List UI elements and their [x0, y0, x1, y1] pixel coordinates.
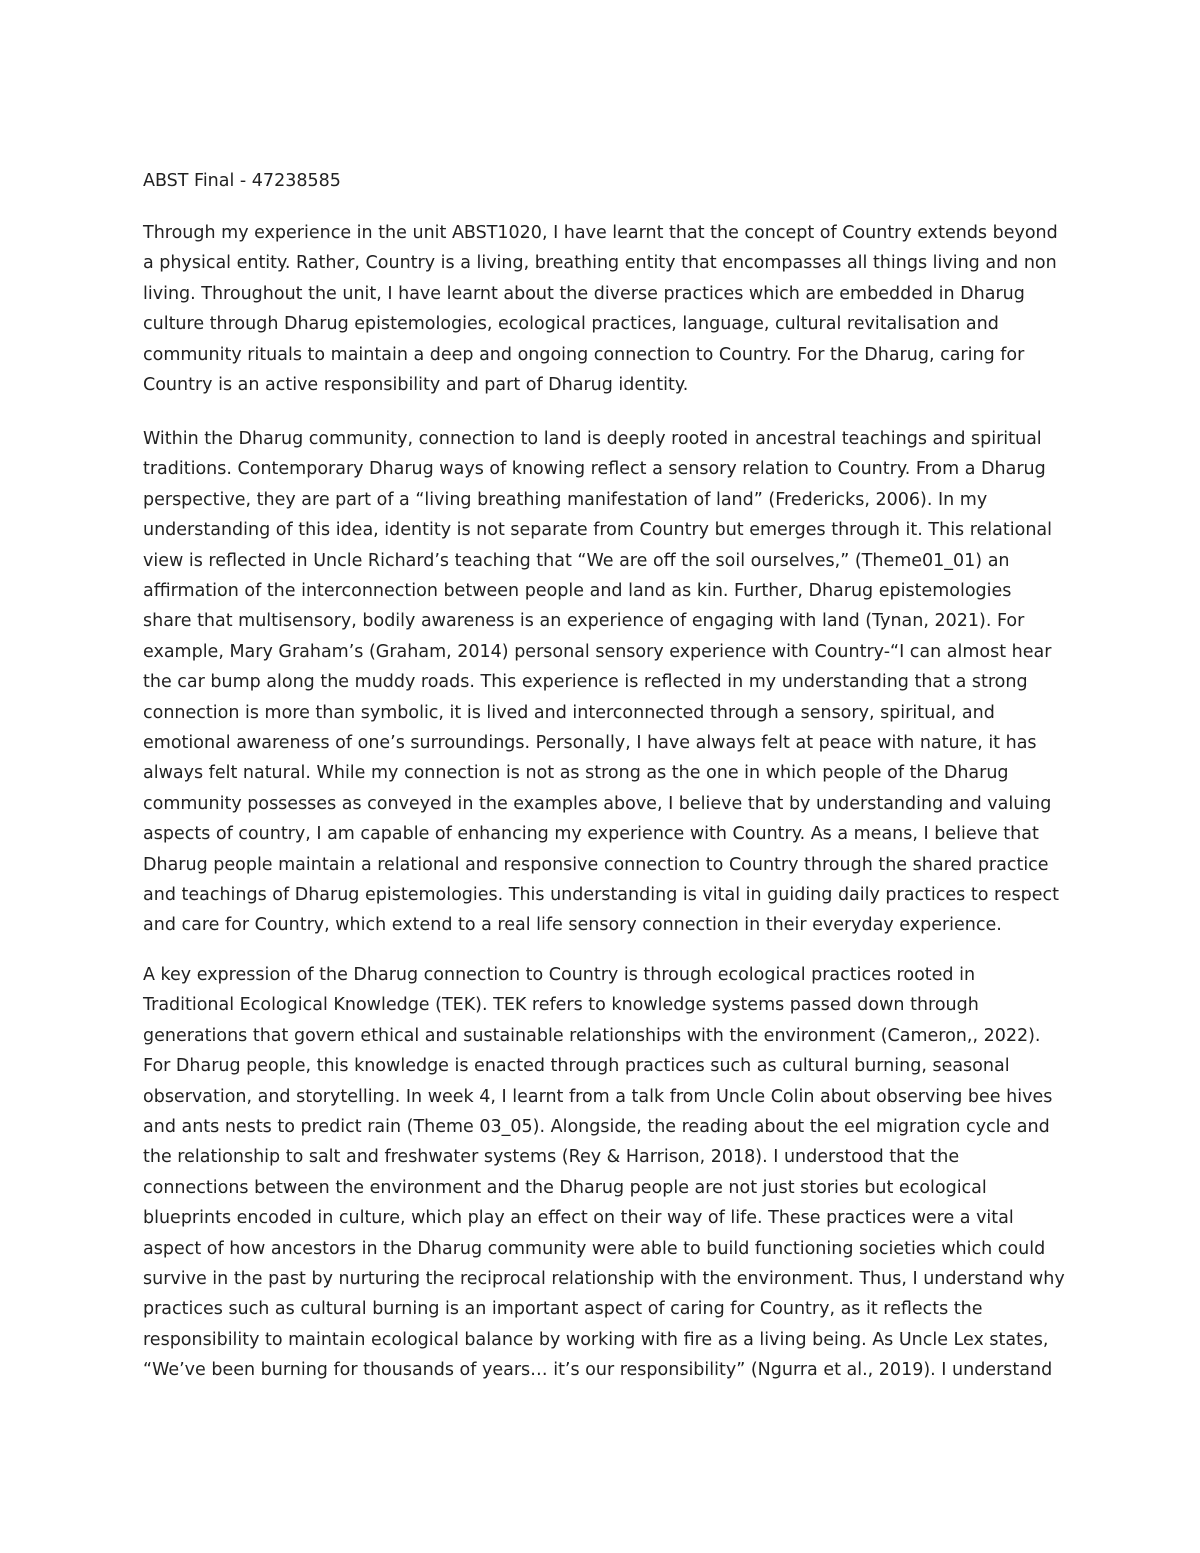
text-line: always felt natural. While my connection is not as strong as the one in which people of the Dharug: [143, 763, 1009, 784]
text-line: Through my experience in the unit ABST1020, I have learnt that the concept of Country extends beyond: [143, 223, 1058, 243]
text-line: generations that govern ethical and sustainable relationships with the environment (Cameron,, 2022).: [143, 1025, 1041, 1046]
text-line: example, Mary Graham’s (Graham, 2014) personal sensory experience with Country-“I can almost hear: [143, 641, 1052, 662]
text-line: Dharug people maintain a relational and responsive connection to Country through the shared practice: [143, 854, 1049, 875]
text-line: the car bump along the muddy roads. This experience is reflected in my understanding that a strong: [143, 672, 1028, 693]
text-line: aspect of how ancestors in the Dharug community were able to build functioning societies which could: [143, 1238, 1046, 1259]
text-line: “We’ve been burning for thousands of years… it’s our responsibility” (Ngurra et al., 2019). I understand: [143, 1360, 1053, 1381]
text-line: practices such as cultural burning is an important aspect of caring for Country, as it reflects the: [143, 1299, 983, 1320]
text-line: and ants nests to predict rain (Theme 03_05). Alongside, the reading about the eel migration cycle and: [143, 1117, 1050, 1137]
text-line: view is reflected in Uncle Richard’s teaching that “We are off the soil ourselves,” (Theme01_01) an: [143, 550, 1010, 571]
text-line: Traditional Ecological Knowledge (TEK). TEK refers to knowledge systems passed down through: [143, 995, 979, 1016]
text-line: perspective, they are part of a “living breathing manifestation of land” (Fredericks, 2006). In my: [143, 489, 988, 510]
text-line: community rituals to maintain a deep and ongoing connection to Country. For the Dharug, caring for: [143, 344, 1025, 365]
text-line: observation, and storytelling. In week 4, I learnt from a talk from Uncle Colin about observing bee hives: [143, 1086, 1053, 1107]
text-line: and care for Country, which extend to a real life sensory connection in their everyday experience.: [143, 915, 1002, 936]
text-line: and teachings of Dharug epistemologies. This understanding is vital in guiding daily practices to respect: [143, 885, 1060, 905]
text-line: culture through Dharug epistemologies, ecological practices, language, cultural revitalisation and: [143, 314, 999, 335]
text-line: responsibility to maintain ecological balance by working with fire as a living being. As Uncle Lex states,: [143, 1329, 1049, 1350]
text-line: share that multisensory, bodily awareness is an experience of engaging with land (Tynan, 2021). For: [143, 611, 1025, 632]
document-title: ABST Final - 47238585: [143, 171, 341, 191]
text-line: connections between the environment and the Dharug people are not just stories but ecological: [143, 1177, 987, 1198]
text-line: aspects of country, I am capable of enhancing my experience with Country. As a means, I believe that: [143, 824, 1039, 845]
text-line: emotional awareness of one’s surroundings. Personally, I have always felt at peace with nature, it has: [143, 733, 1037, 753]
text-line: For Dharug people, this knowledge is enacted through practices such as cultural burning, seasonal: [143, 1056, 1010, 1077]
text-line: understanding of this idea, identity is not separate from Country but emerges through it. This relational: [143, 520, 1053, 541]
text-line: survive in the past by nurturing the reciprocal relationship with the environment. Thus, I understand why: [143, 1269, 1065, 1289]
text-line: traditions. Contemporary Dharug ways of knowing reflect a sensory relation to Country. From a Dharug: [143, 459, 1046, 480]
text-line: blueprints encoded in culture, which play an effect on their way of life. These practices were a vital: [143, 1208, 1014, 1229]
text-line: a physical entity. Rather, Country is a living, breathing entity that encompasses all things living and non: [143, 253, 1057, 274]
text-line: A key expression of the Dharug connection to Country is through ecological practices rooted in: [143, 965, 976, 985]
text-line: connection is more than symbolic, it is lived and interconnected through a sensory, spiritual, and: [143, 702, 995, 723]
text-line: the relationship to salt and freshwater systems (Rey & Harrison, 2018). I understood that the: [143, 1147, 960, 1168]
text-line: community possesses as conveyed in the examples above, I believe that by understanding and valuing: [143, 793, 1052, 814]
text-line: affirmation of the interconnection between people and land as kin. Further, Dharug epistemologies: [143, 581, 1012, 601]
text-line: Within the Dharug community, connection to land is deeply rooted in ancestral teachings and spiritual: [143, 429, 1042, 449]
text-line: living. Throughout the unit, I have learnt about the diverse practices which are embedded in Dharug: [143, 283, 1025, 304]
text-line: Country is an active responsibility and part of Dharug identity.: [143, 375, 689, 395]
